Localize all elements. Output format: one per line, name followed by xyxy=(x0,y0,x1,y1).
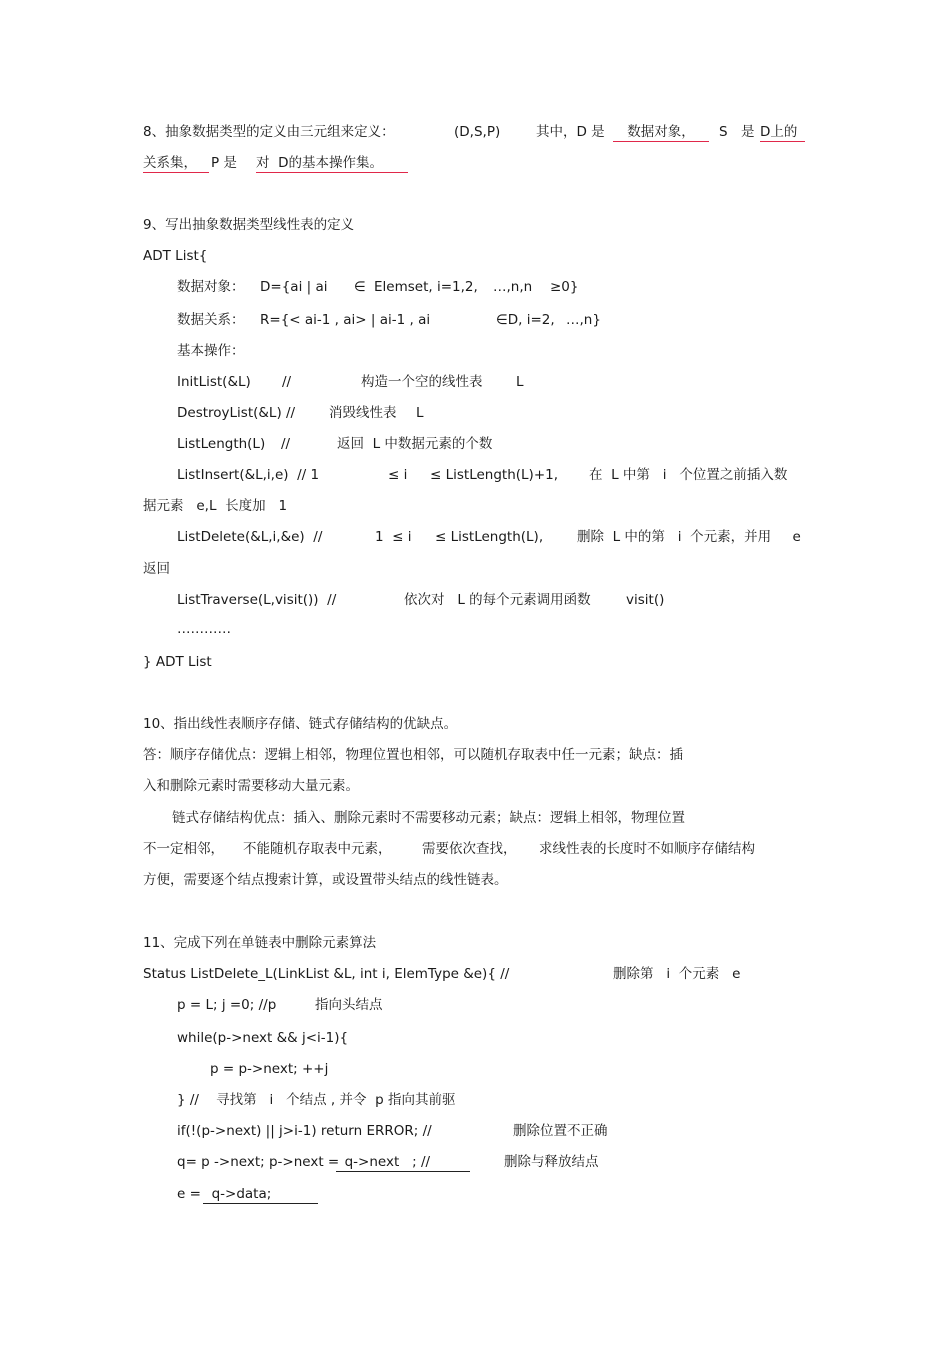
code-line6: q= p ->next; p->next = xyxy=(177,1154,340,1170)
data-relation-b: ∈D, i=2, xyxy=(496,312,555,328)
ops-ellipsis: ………… xyxy=(177,621,231,637)
adt-close: } ADT List xyxy=(143,654,212,670)
q8-s-label: S xyxy=(719,124,728,140)
init-fn: InitList(&L) xyxy=(177,374,251,390)
delete-b: ≤ ListLength(L), xyxy=(435,529,544,545)
adt-open: ADT List{ xyxy=(143,248,208,264)
length-fn: ListLength(L) xyxy=(177,436,266,452)
data-object-in: ∈ xyxy=(354,279,366,295)
data-relation-a: R={< ai-1 , ai> | ai-1 , ai xyxy=(260,312,431,328)
q11-signature: Status ListDelete_L(LinkList &L, int i, ElemType &e){ // xyxy=(143,966,510,982)
q8-is: 是 xyxy=(741,124,755,140)
destroy-desc: 消毁线性表 xyxy=(329,405,397,421)
q8-answer-p: 对 D的基本操作集。 xyxy=(256,154,408,173)
q10-line4b: 不能随机存取表中元素， xyxy=(243,841,392,857)
q10-line5: 方便，需要逐个结点搜索计算，或设置带头结点的线性链表。 xyxy=(143,872,508,888)
data-object-label: 数据对象： xyxy=(177,279,245,295)
length-desc: 返回 L 中数据元素的个数 xyxy=(337,436,493,452)
code-line6-desc: 删除与释放结点 xyxy=(504,1154,599,1170)
q11-title: 11、完成下列在单链表中删除元素算法 xyxy=(143,935,377,951)
code-line2: while(p->next && j<i-1){ xyxy=(177,1030,349,1046)
delete-cont: 返回 xyxy=(143,561,170,577)
code-line5: if(!(p->next) || j>i-1) return ERROR; // xyxy=(177,1123,432,1139)
init-l: L xyxy=(516,374,524,390)
q10-line2: 入和删除元素时需要移动大量元素。 xyxy=(143,778,359,794)
data-object-d: ≥0} xyxy=(550,279,579,295)
data-object-a: D={ai | ai xyxy=(260,279,328,295)
insert-desc: 在 L 中第 i 个位置之前插入数 xyxy=(589,467,788,483)
code-line7: e = xyxy=(177,1186,201,1202)
delete-a: 1 ≤ i xyxy=(375,529,412,545)
data-relation-label: 数据关系： xyxy=(177,312,245,328)
code-line7-answer: q->data; xyxy=(203,1185,318,1204)
destroy-l: L xyxy=(416,405,424,421)
traverse-fn: ListTraverse(L,visit()) // xyxy=(177,592,337,608)
init-comment: // xyxy=(282,374,292,390)
init-desc: 构造一个空的线性表 xyxy=(361,374,483,390)
length-comment: // xyxy=(281,436,291,452)
q10-line4d: 求线性表的长度时不如顺序存储结构 xyxy=(539,841,755,857)
data-object-c: …,n,n xyxy=(493,279,533,295)
q8-triple: (D,S,P) xyxy=(454,124,501,140)
q10-line4c: 需要依次查找， xyxy=(422,841,517,857)
q10-title: 10、指出线性表顺序存储、链式存储结构的优缺点。 xyxy=(143,716,458,732)
code-line6-answer: q->next ; // xyxy=(336,1154,473,1170)
q10-line3: 链式存储结构优点：插入、删除元素时不需要移动元素；缺点：逻辑上相邻，物理位置 xyxy=(172,810,685,826)
data-object-b: Elemset, i=1,2, xyxy=(374,279,478,295)
code-line5-desc: 删除位置不正确 xyxy=(513,1123,608,1139)
traverse-visit: visit() xyxy=(626,592,665,608)
code-line3: p = p->next; ++j xyxy=(210,1061,329,1077)
q8-intro: 8、抽象数据类型的定义由三元组来定义： xyxy=(143,124,395,140)
q8-answer-d: 数据对象， xyxy=(613,123,709,142)
q10-line1: 答：顺序存储优点：逻辑上相邻，物理位置也相邻，可以随机存取表中任一元素；缺点：插 xyxy=(143,747,683,763)
destroy-fn: DestroyList(&L) // xyxy=(177,405,296,421)
q8-answer-s-part2: 关系集， xyxy=(143,154,209,173)
delete-desc: 删除 L 中的第 i 个元素，并用 e xyxy=(577,529,801,545)
code-line1: p = L; j =0; //p xyxy=(177,997,277,1013)
traverse-desc: 依次对 L 的每个元素调用函数 xyxy=(404,592,591,608)
q9-title: 9、写出抽象数据类型线性表的定义 xyxy=(143,217,355,233)
insert-le1: ≤ i xyxy=(388,467,408,483)
insert-fn: ListInsert(&L,i,e) // 1 xyxy=(177,467,320,483)
q10-line4a: 不一定相邻， xyxy=(143,841,224,857)
data-relation-c: …,n} xyxy=(566,312,601,328)
q11-signature-desc: 删除第 i 个元素 e xyxy=(613,966,741,982)
q8-p-label: P 是 xyxy=(211,155,237,171)
code-line4: } // 寻找第 i 个结点 , 并令 p 指向其前驱 xyxy=(177,1092,456,1108)
insert-le2: ≤ ListLength(L)+1, xyxy=(430,467,559,483)
q8-where: 其中，D 是 xyxy=(536,124,605,140)
code-line1-desc: 指向头结点 xyxy=(315,997,383,1013)
insert-cont: 据元素 e,L 长度加 1 xyxy=(143,498,288,514)
q8-answer-s-part1: D上的 xyxy=(760,123,805,142)
basic-ops-label: 基本操作： xyxy=(177,343,245,359)
delete-fn: ListDelete(&L,i,&e) // xyxy=(177,529,323,545)
